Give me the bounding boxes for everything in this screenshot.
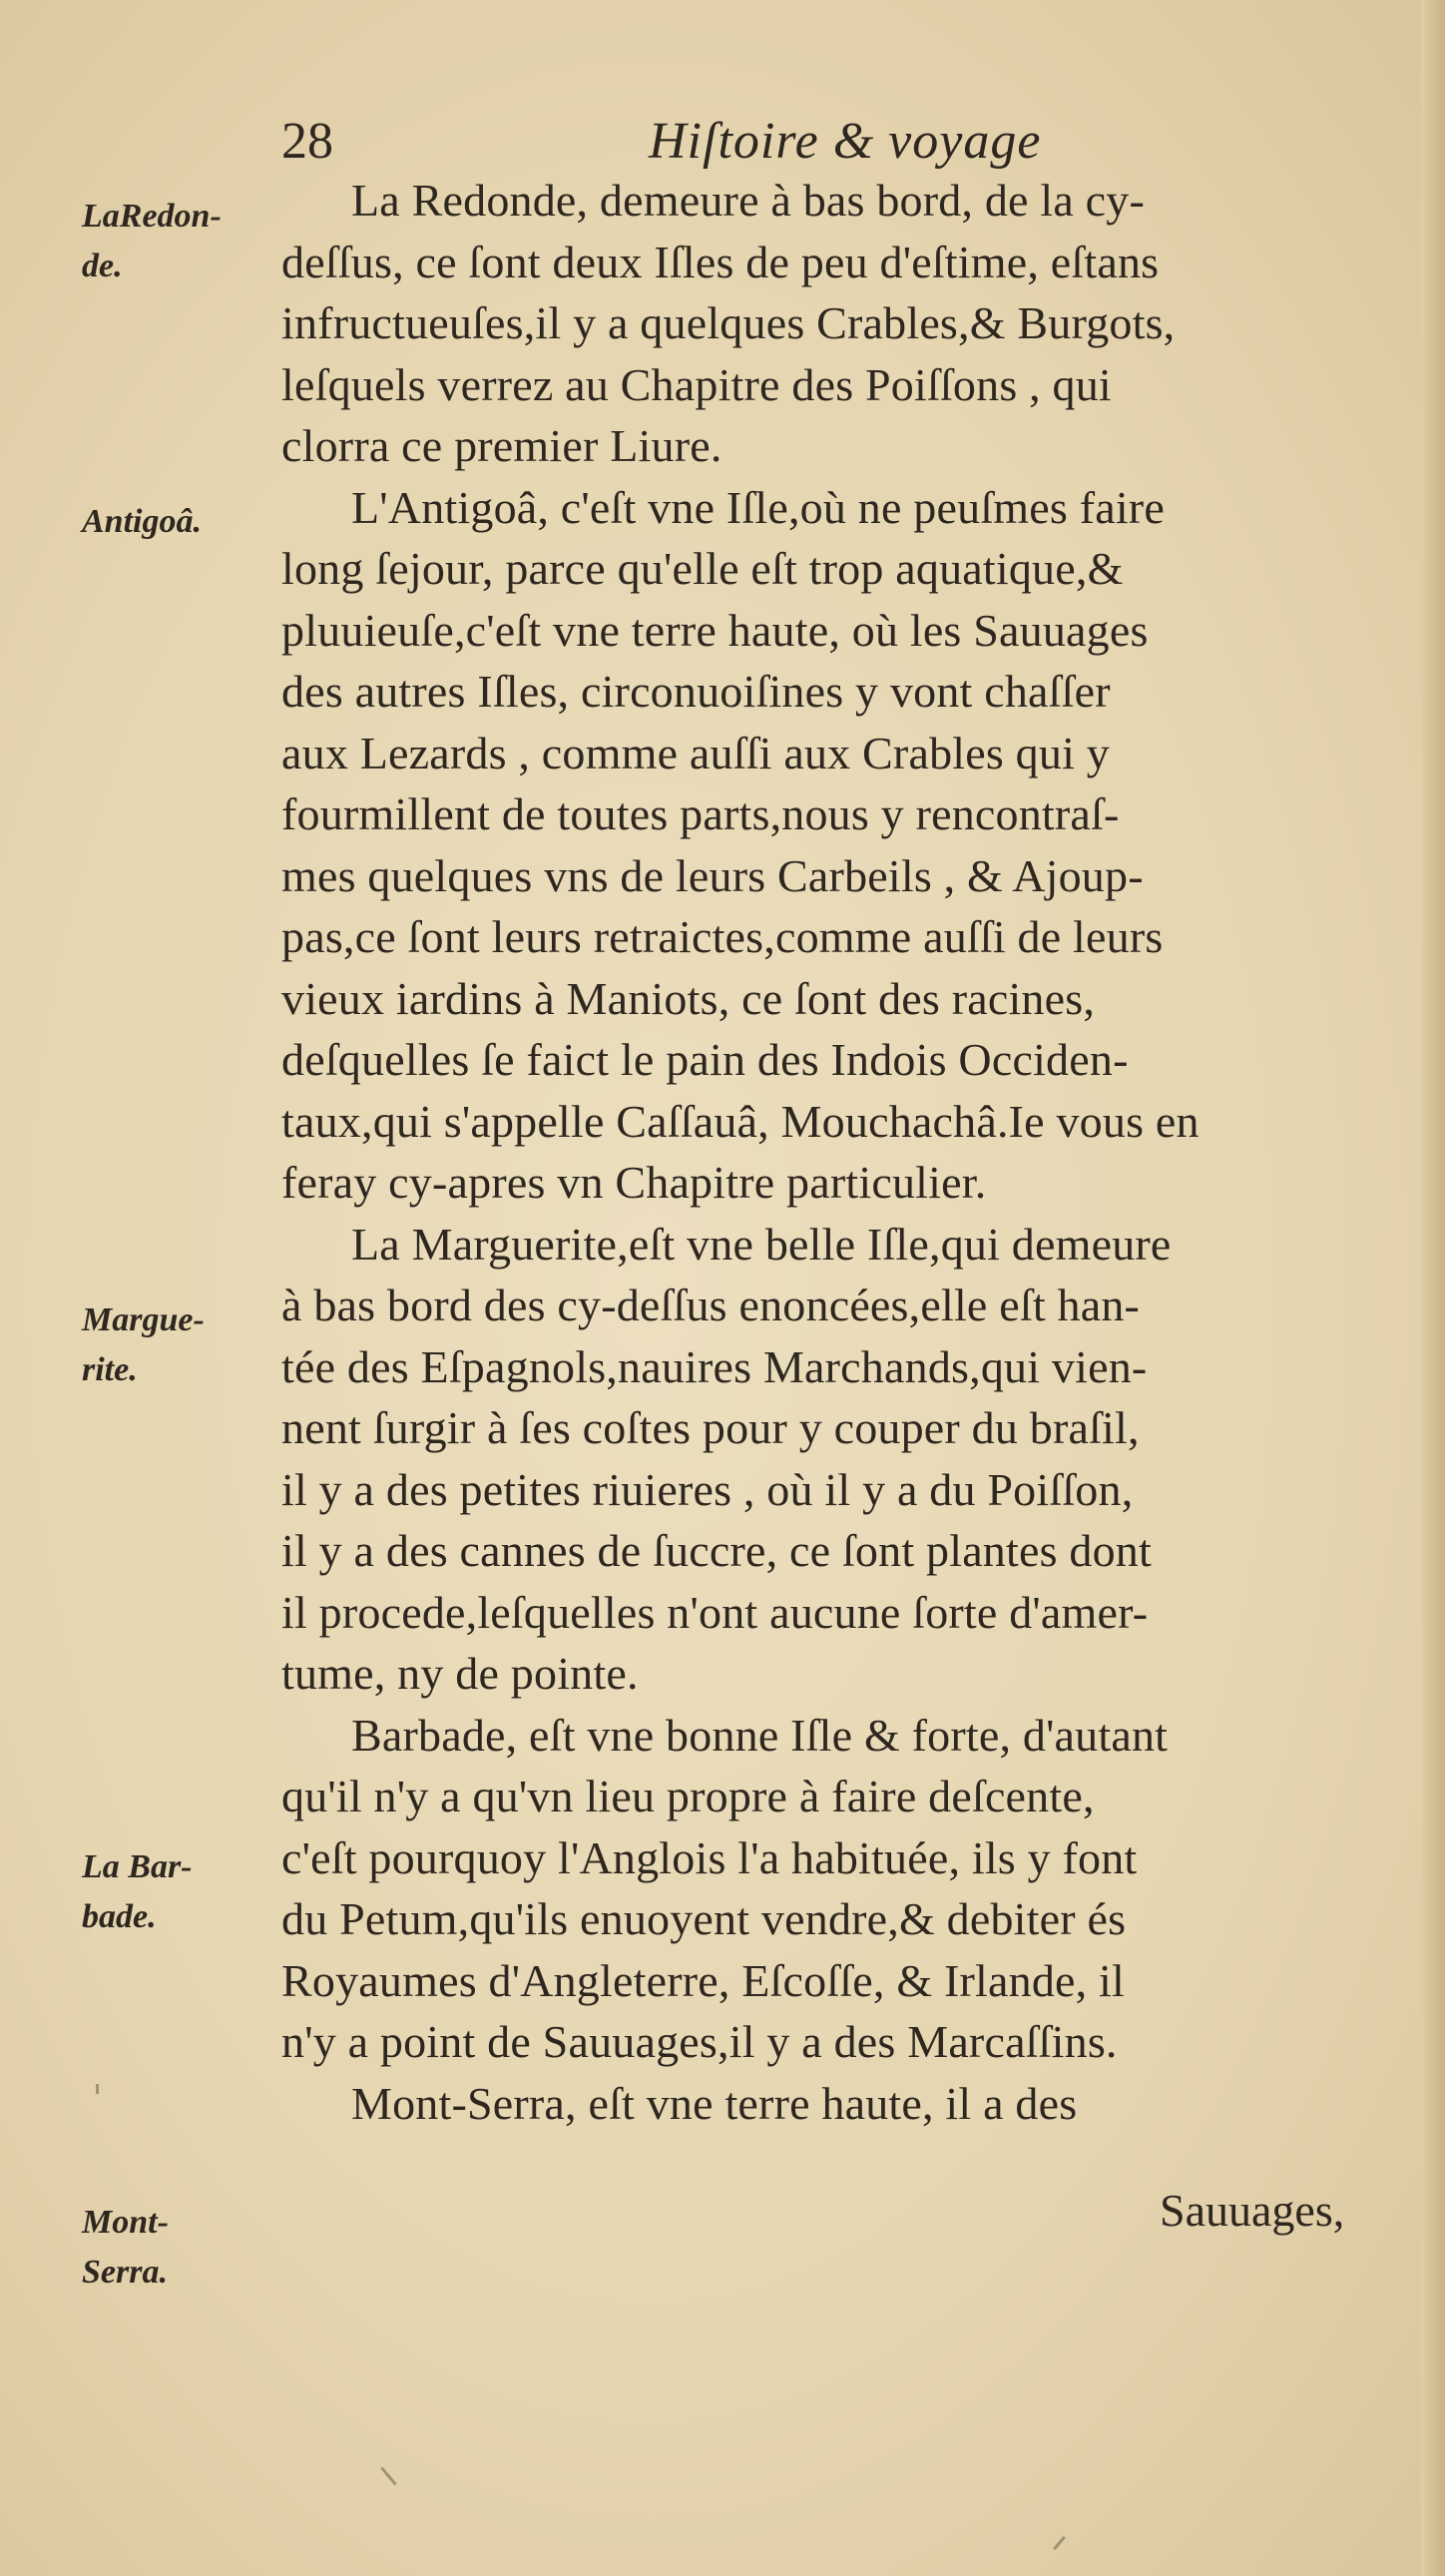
text-line: du Petum,qu'ils enuoyent vendre,& debiter és — [281, 1893, 1127, 1944]
text-line: des autres Iſles, circonuoiſines y vont chaſſer — [281, 666, 1111, 717]
text-line: fourmillent de toutes parts,nous y rencontraſ- — [281, 788, 1120, 839]
text-line: il y a des petites riuieres , où il y a du Poiſſon, — [281, 1463, 1134, 1515]
text-line: long ſejour, parce qu'elle eſt trop aquatique,& — [281, 543, 1124, 594]
text-line: leſquels verrez au Chapitre des Poiſſons , qui — [281, 358, 1112, 410]
margin-notes — [0, 0, 259, 2576]
margin-note-marguerite — [82, 1295, 205, 1395]
text-line: pluuieuſe,c'eſt vne terre haute, où les Sauuages — [281, 604, 1149, 656]
text-line: tume, ny de pointe. — [281, 1648, 639, 1699]
page-number: 28 — [281, 113, 333, 170]
margin-note-line: de. — [82, 248, 123, 284]
text-line: Mont-Serra, eſt vne terre haute, il a des — [351, 2077, 1078, 2129]
catchword: Sauuages, — [1160, 2185, 1345, 2236]
margin-note-line: Mont- — [82, 2204, 169, 2241]
text-line: vieux iardins à Maniots, ce ſont des racines, — [281, 972, 1096, 1024]
text-line: il procede,leſquelles n'ont aucune ſorte d'amer- — [281, 1586, 1149, 1638]
margin-note-antigoa — [82, 497, 202, 547]
running-title: Hiſtoire & voyage — [649, 113, 1042, 170]
ink-speck — [96, 2084, 99, 2094]
ink-speck — [380, 2467, 396, 2486]
text-line: deſquelles ſe faict le pain des Indois Occiden- — [281, 1034, 1129, 1085]
text-line: nent ſurgir à ſes coſtes pour y couper du braſil, — [281, 1402, 1140, 1453]
margin-note-barbade — [82, 1842, 193, 1942]
text-line: L'Antigoâ, c'eſt vne Iſle,où ne peuſmes faire — [351, 481, 1165, 533]
text-line: pas,ce ſont leurs retraictes,comme auſſi de leurs — [281, 911, 1164, 962]
text-line: à bas bord des cy-deſſus enoncées,elle eſt han- — [281, 1280, 1141, 1330]
margin-note-line: bade. — [82, 1898, 157, 1935]
text-line: La Redonde, demeure à bas bord, de la cy- — [351, 175, 1145, 226]
text-line: c'eſt pourquoy l'Anglois l'a habituée, ils y font — [281, 1831, 1138, 1883]
text-line: clorra ce premier Liure. — [281, 420, 722, 471]
margin-note-line: La Bar- — [82, 1848, 193, 1885]
text-line: il y a des cannes de ſuccre, ce ſont plantes dont — [281, 1525, 1152, 1576]
text-line: infructueuſes,il y a quelques Crables,& Burgots, — [281, 297, 1176, 348]
text-line: tée des Eſpagnols,nauires Marchands,qui vien- — [281, 1340, 1148, 1392]
text-line: taux,qui s'appelle Caſſauâ, Mouchachâ.Ie vous en — [281, 1095, 1200, 1147]
text-line: Barbade, eſt vne bonne Iſle & forte, d'autant — [351, 1709, 1169, 1761]
margin-note-line: rite. — [82, 1351, 138, 1388]
text-line: qu'il n'y a qu'vn lieu propre à faire deſcente, — [281, 1771, 1095, 1821]
margin-note-line: Serra. — [82, 2254, 168, 2291]
margin-note-line: LaRedon- — [82, 198, 222, 235]
main-text — [281, 170, 1409, 2134]
page-edge-shadow — [1421, 0, 1445, 2576]
text-line: feray cy-apres vn Chapitre particulier. — [281, 1157, 987, 1208]
margin-note-line: Margue- — [82, 1301, 205, 1338]
text-line: Royaumes d'Angleterre, Eſcoſſe, & Irlande, il — [281, 1954, 1126, 2006]
margin-note-line: Antigoâ. — [82, 503, 202, 540]
ink-speck — [1053, 2536, 1066, 2550]
text-line: La Marguerite,eſt vne belle Iſle,qui demeure — [351, 1218, 1172, 1270]
margin-note-mont-serra — [82, 2198, 169, 2298]
text-line: mes quelques vns de leurs Carbeils , & Ajoup- — [281, 849, 1144, 901]
text-line: deſſus, ce ſont deux Iſles de peu d'eſtime, eſtans — [281, 236, 1160, 287]
margin-note-la-redonde — [82, 192, 222, 291]
text-line: aux Lezards , comme auſſi aux Crables qui y — [281, 727, 1110, 778]
text-line: n'y a point de Sauuages,il y a des Marcaſſins. — [281, 2016, 1118, 2067]
